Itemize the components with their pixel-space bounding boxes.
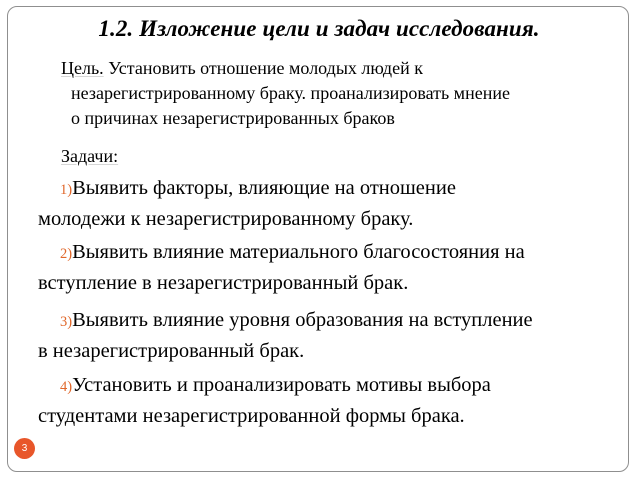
goal-line-2: незарегистрированному браку. проанализировать мнение <box>71 83 510 103</box>
task-3-number: 3) <box>60 314 73 330</box>
task-1-line-2: молодежи к незарегистрированному браку. <box>38 208 414 230</box>
task-2-text-1: Выявить влияние материального благосостояния на <box>72 241 525 263</box>
task-item-2 <box>0 238 638 298</box>
task-2-line-2: вступление в незарегистрированный брак. <box>38 272 409 294</box>
goal-block <box>61 56 621 131</box>
task-item-3 <box>0 306 638 366</box>
task-3-line-1 <box>0 306 638 337</box>
task-item-4 <box>0 371 638 431</box>
task-2-number: 2) <box>60 246 73 262</box>
goal-label: Цель. <box>61 58 104 78</box>
task-1-text-1: Выявить факторы, влияющие на отношение <box>72 177 456 199</box>
task-1-number: 1) <box>60 182 73 198</box>
task-2-line-1 <box>0 238 638 269</box>
task-4-text-1: Установить и проанализировать мотивы выбора <box>72 374 491 396</box>
task-4-number: 4) <box>60 379 73 395</box>
slide-title: 1.2. Изложение цели и задач исследования. <box>98 16 540 41</box>
task-1-line-1 <box>0 174 638 205</box>
task-item-1 <box>0 174 638 234</box>
task-3-text-1: Выявить влияние уровня образования на вступление <box>72 309 533 331</box>
page-number-badge: 3 <box>14 438 35 459</box>
task-4-line-1 <box>0 371 638 402</box>
task-3-line-2: в незарегистрированный брак. <box>38 340 305 362</box>
goal-line-1 <box>61 56 621 81</box>
task-4-line-2: студентами незарегистрированной формы брака. <box>38 405 465 427</box>
goal-line-3: о причинах незарегистрированных браков <box>71 108 395 128</box>
goal-text-1: Установить отношение молодых людей к <box>103 58 423 78</box>
tasks-label: Задачи: <box>61 146 119 166</box>
